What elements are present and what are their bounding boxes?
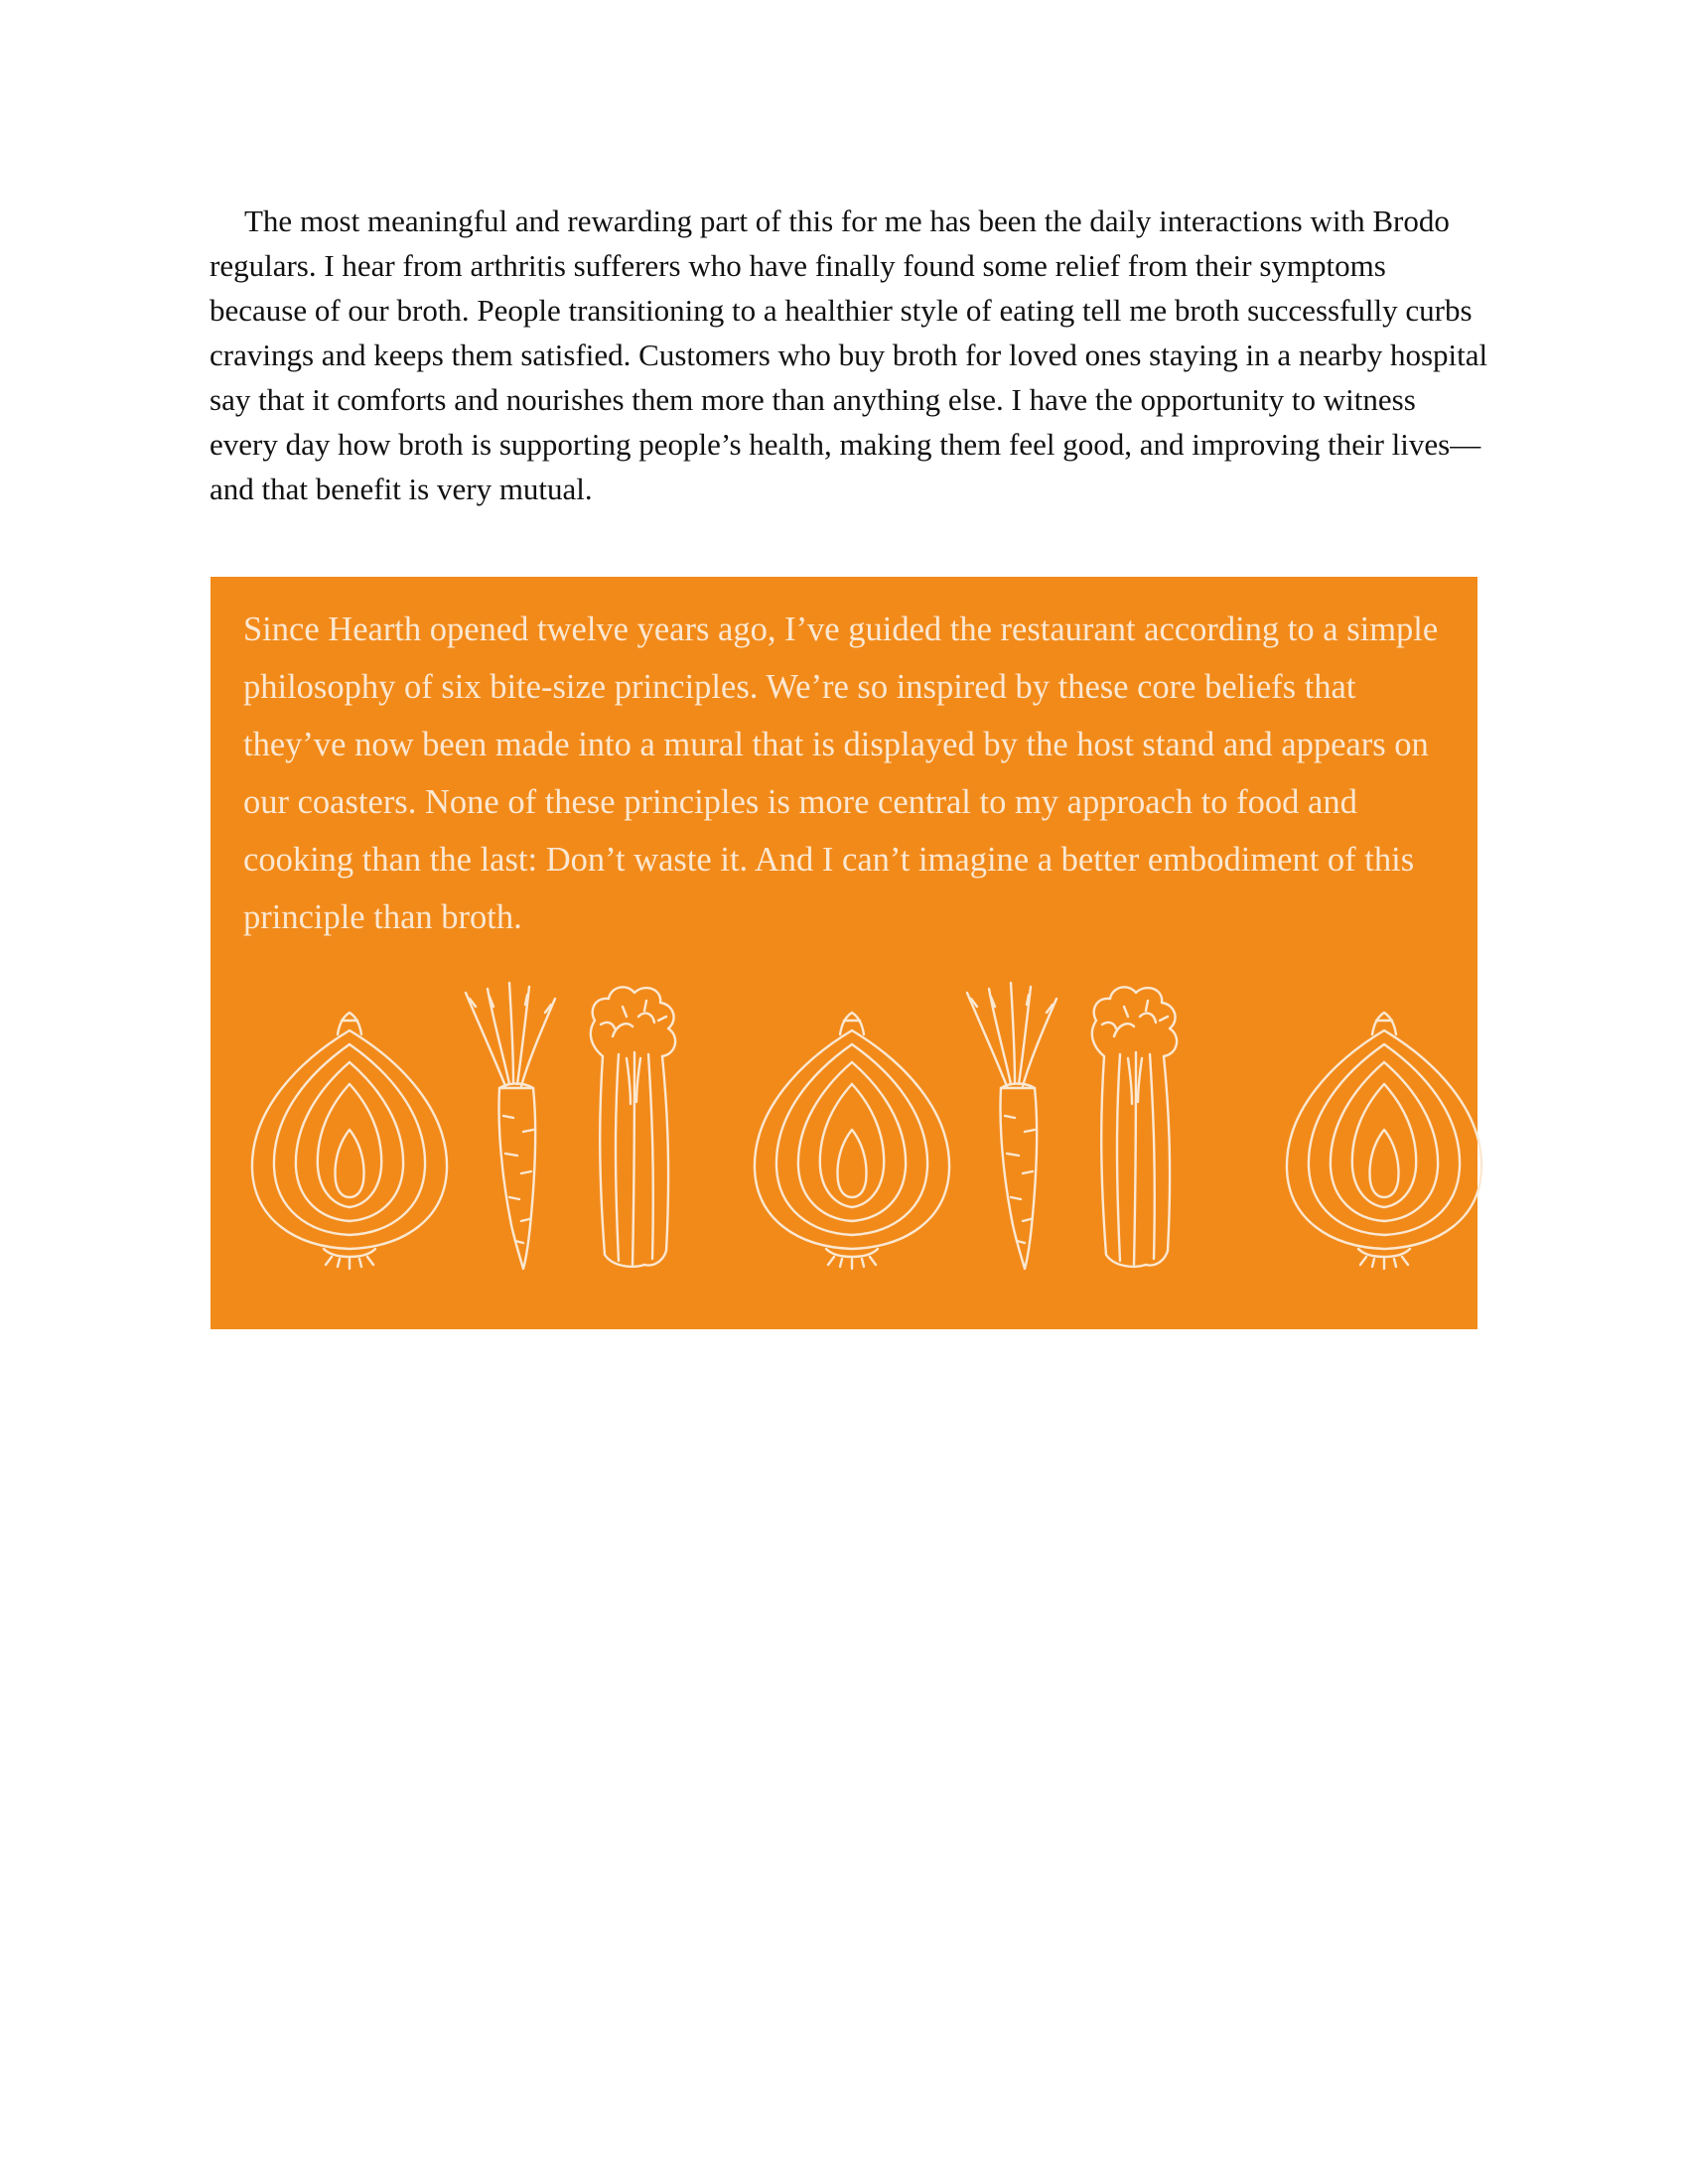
celery-icon <box>591 987 675 1267</box>
onion-icon <box>1287 1013 1481 1269</box>
carrot-icon <box>466 983 555 1269</box>
body-paragraph: The most meaningful and rewarding part of this for me has been the daily interactions with Brodo regulars. I hear from arthritis sufferers who have finally found some relief from their symptoms because of our broth. People transitioning to a healthier style of eating tell me broth successfully curbs cravings and keeps them satisfied. Customers who buy broth for loved ones staying in a nearby hospital say that it comforts and nourishes them more than anything else. I have the opportunity to witness every day how broth is supporting people’s health, making them feel good, and improving their lives—and that benefit is very mutual. <box>210 204 1488 506</box>
vegetable-illustration <box>211 973 1489 1281</box>
onion-icon <box>755 1013 949 1269</box>
carrot-icon <box>967 983 1056 1269</box>
onion-icon <box>252 1013 447 1269</box>
celery-icon <box>1092 987 1177 1267</box>
callout-text: Since Hearth opened twelve years ago, I’ve guided the restaurant according to a simple philosophy of six bite-size principles. We’re so inspired by these core beliefs that they’ve now been made into a mural that is displayed by the host stand and appears on our coasters. None of these principles is more central to my approach to food and cooking than the last: Don’t waste it. And I can’t imagine a better embodiment of this principle than broth. <box>243 611 1439 936</box>
vegetable-illustration-strip <box>211 973 1489 1281</box>
